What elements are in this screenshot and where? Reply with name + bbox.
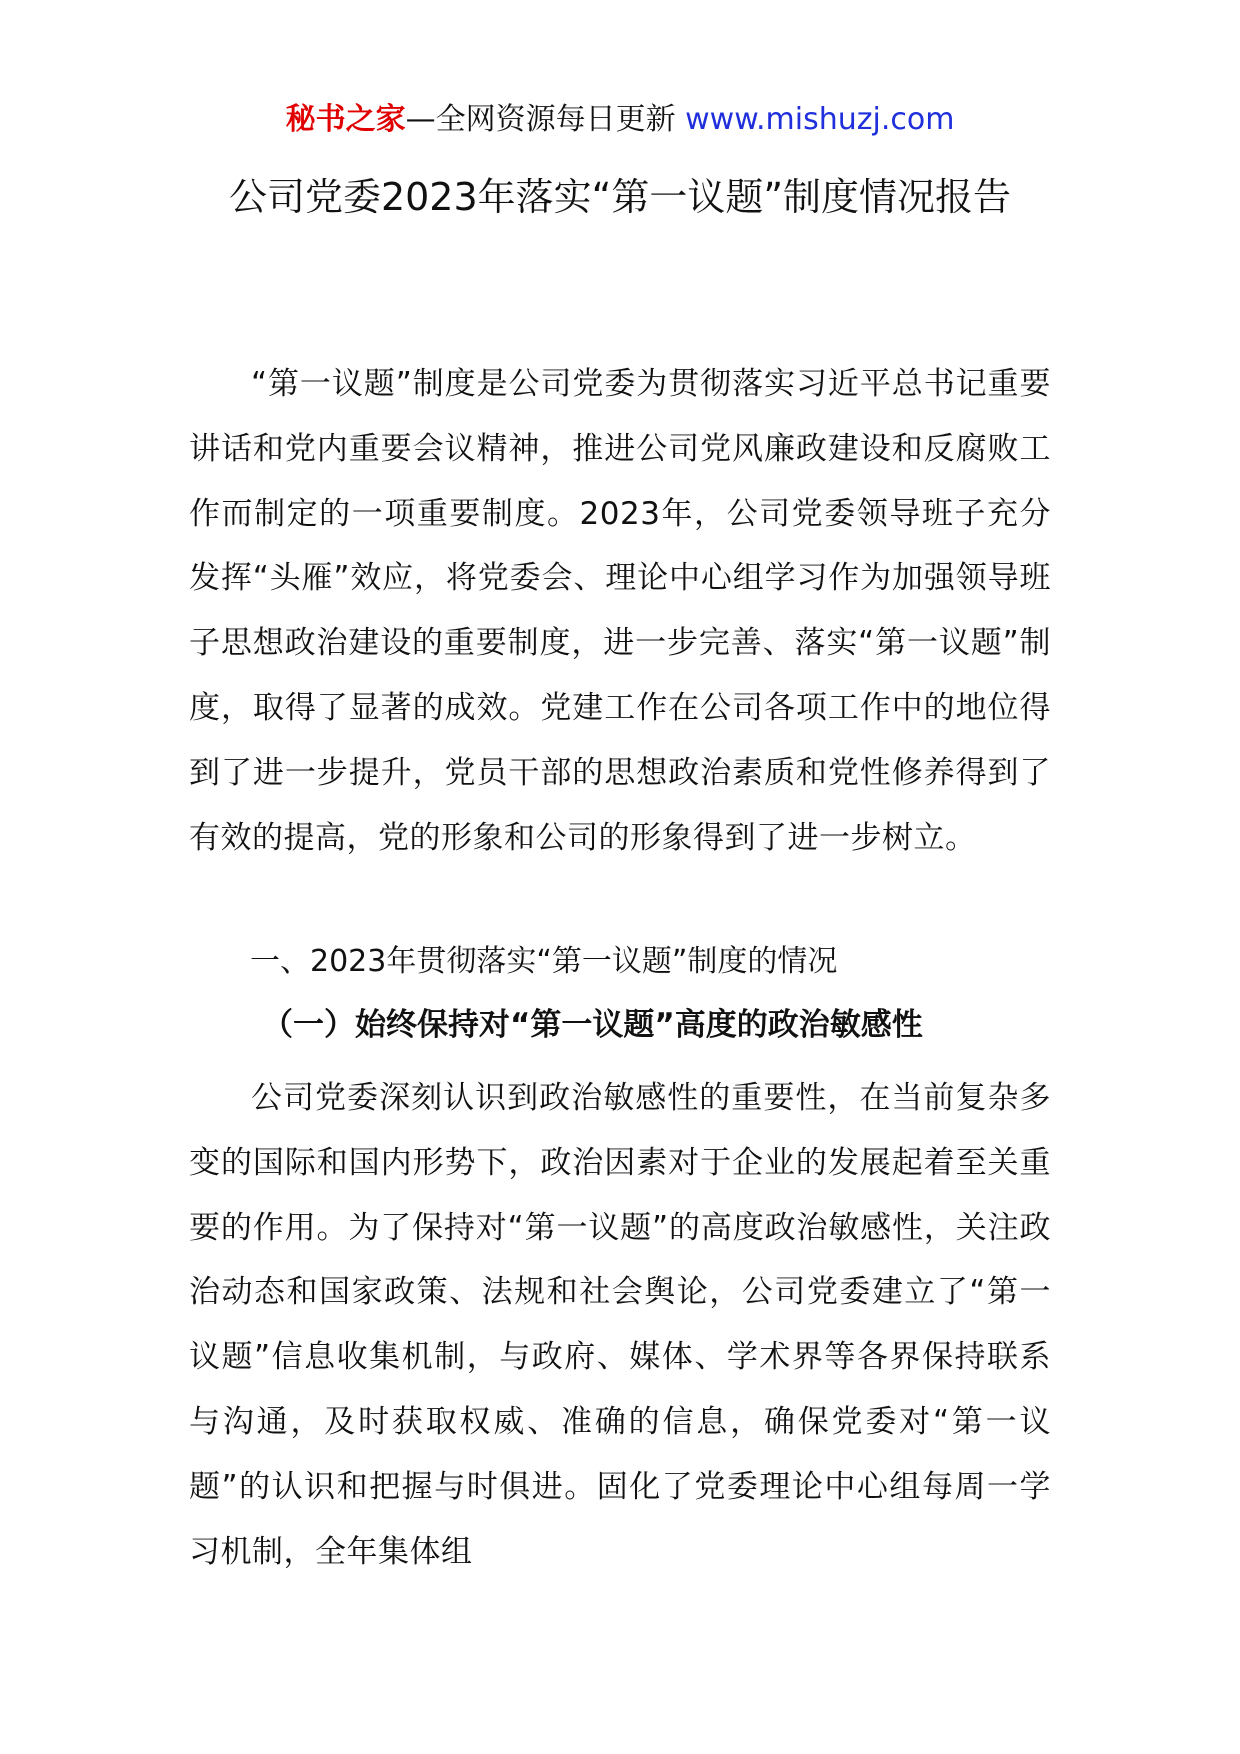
site-tagline: —全网资源每日更新 [405, 102, 676, 137]
site-header [0, 98, 1240, 142]
body-paragraph: 公司党委深刻认识到政治敏感性的重要性，在当前复杂多变的国际和国内形势下，政治因素对于企业的发展起着至关重要的作用。为了保持对“第一议题”的高度政治敏感性，关注政治动态和国家政策、法规和社会舆论，公司党委建立了“第一议题”信息收集机制，与政府、媒体、学术界等各界保持联系与沟通，及时获取权威、准确的信息，确保党委对“第一议题”的认识和把握与时俱进。固化了党委理论中心组每周一学习机制，全年集体组 [189, 1080, 1051, 1570]
site-brand: 秘书之家 [285, 102, 406, 137]
section-heading: 一、2023年贯彻落实“第一议题”制度的情况 [250, 944, 838, 979]
subsection-heading: （一）始终保持对“第一议题”高度的政治敏感性 [262, 1007, 923, 1043]
site-url-link[interactable]: www.mishuzj.com [685, 102, 955, 137]
document-title: 公司党委2023年落实“第一议题”制度情况报告 [228, 175, 1012, 219]
intro-paragraph: “第一议题”制度是公司党委为贯彻落实习近平总书记重要讲话和党内重要会议精神，推进公司党风廉政建设和反腐败工作而制定的一项重要制度。2023年，公司党委领导班子充分发挥“头雁”效应，将党委会、理论中心组学习作为加强领导班子思想政治建设的重要制度，进一步完善、落实“第一议题”制度，取得了显著的成效。党建工作在公司各项工作中的地位得到了进一步提升，党员干部的思想政治素质和党性修养得到了有效的提高，党的形象和公司的形象得到了进一步树立。 [189, 366, 1051, 856]
